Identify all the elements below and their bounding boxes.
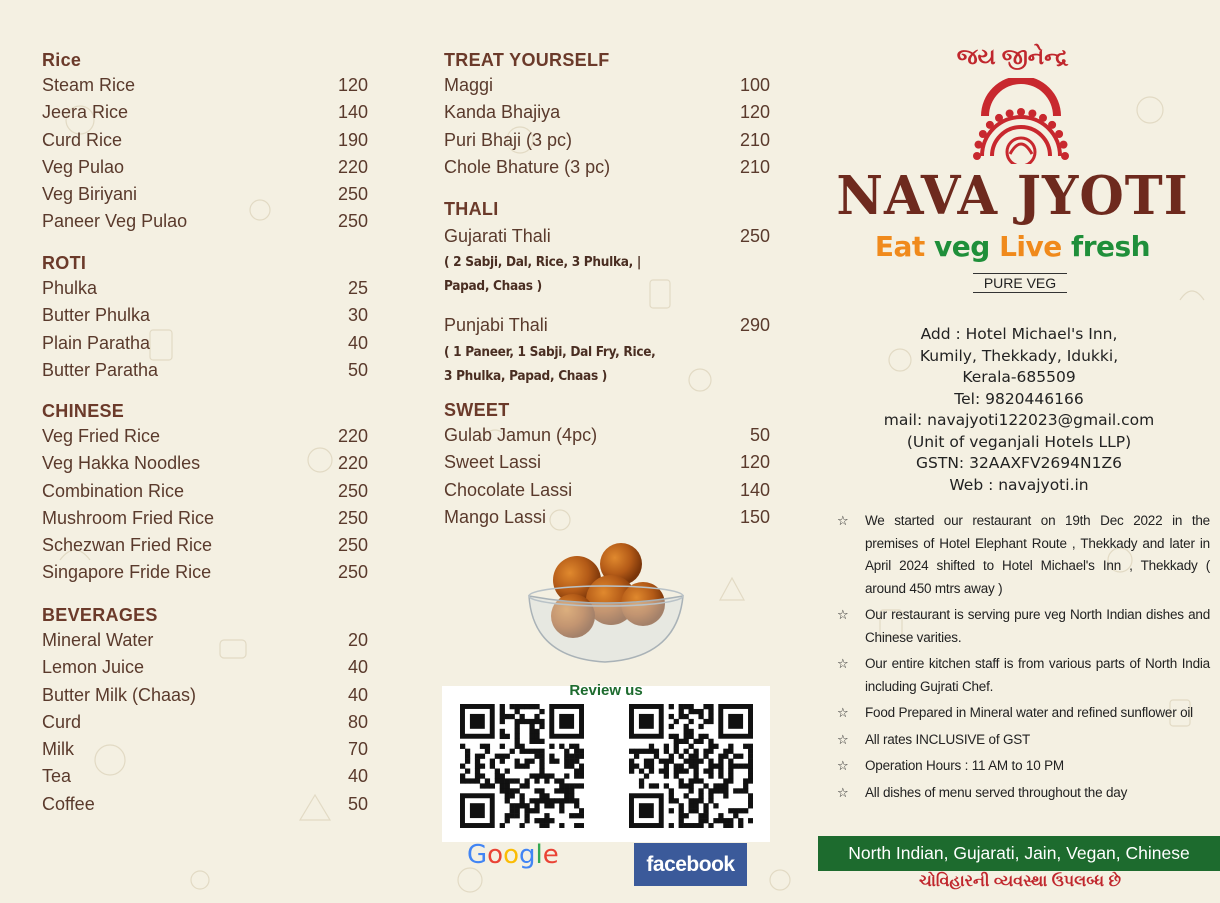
info-point-text: All dishes of menu served throughout the day [865,784,1128,800]
menu-item [42,423,368,450]
section-title: BEVERAGES [42,605,158,625]
item-name: Chocolate Lassi [444,479,573,500]
item-name: Tea [42,766,72,787]
section-thali [444,197,770,388]
menu-item [42,763,368,790]
section-treat-yourself [444,48,770,181]
item-price: 40 [347,332,368,353]
menu-item [42,559,368,586]
info-point-text: All rates INCLUSIVE of GST [865,731,1031,747]
item-price: 120 [739,452,770,473]
jay-jinendra-greeting: જય જીનેન્દ્ર [956,44,1069,69]
section-title: Rice [42,50,82,70]
item-name: Butter Phulka [42,305,151,326]
menu-item [42,275,368,302]
chovihar-note: ચોવિહારની વ્યવસ્થા ઉપલબ્ધ છે [919,873,1121,890]
section-chinese [42,399,368,587]
item-price: 220 [337,156,368,177]
tagline-word: veg [934,230,1000,263]
address-line: Kumily, Thekkady, Idukki, [919,346,1119,365]
section-sweet [444,398,770,531]
address-line: Tel: 9820446166 [954,389,1084,408]
item-name: Phulka [42,278,98,298]
item-price: 290 [739,315,770,336]
cuisines-banner: North Indian, Gujarati, Jain, Vegan, Chinese [818,836,1220,871]
item-price: 80 [347,711,368,732]
section-beverages [42,603,368,818]
item-price: 120 [739,102,770,123]
item-price: 140 [739,479,770,500]
menu-item [42,736,368,763]
menu-item [42,682,368,709]
info-point [835,510,1210,600]
google-review-qr-code[interactable] [460,704,584,828]
item-name: Punjabi Thali [444,315,548,336]
menu-item [42,709,368,736]
menu-item [444,312,770,339]
menu-item [444,477,770,504]
section-rice [42,48,368,236]
item-price: 70 [347,739,368,760]
item-price: 210 [739,129,770,150]
item-price: 250 [337,480,368,501]
info-point-text: Operation Hours : 11 AM to 10 PM [865,758,1064,773]
item-price: 140 [337,102,368,123]
item-name: Puri Bhaji (3 pc) [444,129,573,150]
info-point [835,702,1210,725]
item-price: 210 [739,156,770,177]
item-name: Lemon Juice [42,657,145,678]
item-name: Schezwan Fried Rice [42,535,213,556]
section-roti [42,251,368,384]
item-price: 250 [337,535,368,556]
menu-item [444,504,770,531]
facebook-logo[interactable]: facebook [634,843,747,886]
address-block [805,324,1220,496]
item-name: Jeera Rice [42,102,129,123]
brand-info-panel [805,0,1220,903]
menu-item [444,127,770,154]
item-price: 250 [337,184,368,205]
review-qr-block [442,682,770,842]
menu-item [42,208,368,235]
address-line: Web : navajyoti.in [949,475,1089,494]
info-point-text: We started our restaurant on 19th Dec 2022 in the premises of Hotel Elephant Route , Thekkady and later in April 2024 shifted to Hotel Michael's Inn , Thekkady ( around 450 mtrs away ) [865,513,1210,596]
item-name: Sweet Lassi [444,452,542,473]
info-point [835,782,1210,805]
item-name: Combination Rice [42,480,185,501]
info-point [835,755,1210,778]
menu-item [42,357,368,384]
menu-item [42,654,368,681]
tagline-word: Live [999,230,1072,263]
sun-mandala-logo-icon [972,78,1070,164]
item-price: 40 [347,684,368,705]
item-name: Coffee [42,793,95,814]
menu-item [42,791,368,818]
address-line: (Unit of veganjali Hotels LLP) [906,432,1132,451]
brand-tagline [805,230,1220,263]
info-point-text: Our entire kitchen staff is from various parts of North India including Gujrati Chef. [865,656,1210,694]
item-price: 30 [347,305,368,326]
item-price: 50 [347,793,368,814]
item-name: Milk [42,739,74,760]
review-label: Review us [569,682,643,699]
item-price: 25 [347,278,368,298]
star-bullet-icon: ☆ [837,607,849,622]
item-name: Mineral Water [42,630,154,650]
item-name: Veg Hakka Noodles [42,453,201,474]
google-logo[interactable]: Google [467,840,559,870]
menu-item [444,223,770,250]
item-price: 150 [739,506,770,527]
menu-item [444,99,770,126]
tagline-word: fresh [1071,230,1151,263]
menu-item [42,181,368,208]
menu-item [444,72,770,99]
item-name: Butter Paratha [42,359,159,380]
menu-item [444,422,770,449]
item-price: 190 [337,129,368,150]
item-name: Mango Lassi [444,506,547,527]
menu-item [42,302,368,329]
menu-item [42,127,368,154]
item-name: Curd [42,711,82,732]
item-price: 220 [337,426,368,446]
section-title: TREAT YOURSELF [444,50,610,70]
item-price: 50 [347,359,368,380]
address-line: mail: navajyoti122023@gmail.com [883,411,1155,429]
item-price: 50 [749,425,770,445]
menu-item [42,99,368,126]
section-title: SWEET [444,400,510,420]
item-name: Plain Paratha [42,332,151,353]
tagline-word: Eat [874,230,935,263]
menu-item [42,330,368,357]
item-price: 20 [347,630,368,650]
item-name: Kanda Bhajiya [444,102,561,123]
item-name: Paneer Veg Pulao [42,211,188,232]
item-name: Mushroom Fried Rice [42,507,215,528]
menu-item [42,505,368,532]
info-point-text: Our restaurant is serving pure veg North Indian dishes and Chinese varities. [865,607,1210,645]
menu-item [444,154,770,181]
item-name: Veg Biriyani [42,184,138,205]
item-price: 100 [739,75,770,95]
info-points-list [835,510,1210,808]
menu-middle-panel [403,0,803,903]
star-bullet-icon: ☆ [837,731,849,747]
item-price: 250 [739,226,770,246]
address-line: GSTN: 32AAXFV2694N1Z6 [916,454,1122,472]
item-price: 40 [347,657,368,678]
info-point [835,604,1210,649]
item-name: Chole Bhature (3 pc) [444,156,611,177]
address-line: Add : Hotel Michael's Inn, [920,325,1118,343]
item-name: Veg Pulao [42,156,125,177]
info-point [835,729,1210,752]
menu-item [42,154,368,181]
menu-item [42,627,368,654]
item-note: ( 1 Paneer, 1 Sabji, Dal Fry, Rice, 3 Phulka, Papad, Chaas ) [444,343,656,384]
item-name: Curd Rice [42,129,123,150]
star-bullet-icon: ☆ [837,705,849,720]
pure-veg-badge: PURE VEG [973,273,1067,293]
star-bullet-icon: ☆ [837,656,849,671]
item-name: Gujarati Thali [444,226,551,246]
item-name: Steam Rice [42,75,136,95]
star-bullet-icon: ☆ [837,513,849,528]
info-point-text: Food Prepared in Mineral water and refined sunflower oil [865,705,1193,720]
item-price: 250 [337,507,368,528]
item-name: Maggi [444,75,494,95]
item-price: 250 [337,562,368,583]
menu-left-panel [0,0,400,903]
address-line: Kerala-685509 [962,368,1076,386]
menu-item [42,478,368,505]
item-price: 250 [337,211,368,232]
menu-item [42,532,368,559]
item-name: Singapore Fride Rice [42,562,212,583]
info-point [835,653,1210,698]
item-price: 40 [347,766,368,787]
section-title: CHINESE [42,401,125,421]
menu-item [42,72,368,99]
section-title: ROTI [42,253,87,273]
gulab-jamun-bowl-image [525,540,685,668]
star-bullet-icon: ☆ [837,784,849,800]
star-bullet-icon: ☆ [837,758,849,773]
item-note: ( 2 Sabji, Dal, Rice, 3 Phulka, | Papad, Chaas ) [444,254,641,295]
brand-name: NAVA JYOTI [836,164,1189,228]
menu-item [42,450,368,477]
menu-item [444,449,770,476]
item-price: 120 [337,75,368,95]
item-name: Gulab Jamun (4pc) [444,425,598,445]
section-title: THALI [444,199,499,219]
item-name: Veg Fried Rice [42,426,161,446]
item-price: 220 [337,453,368,474]
item-name: Butter Milk (Chaas) [42,684,197,705]
facebook-review-qr-code[interactable] [629,704,753,828]
